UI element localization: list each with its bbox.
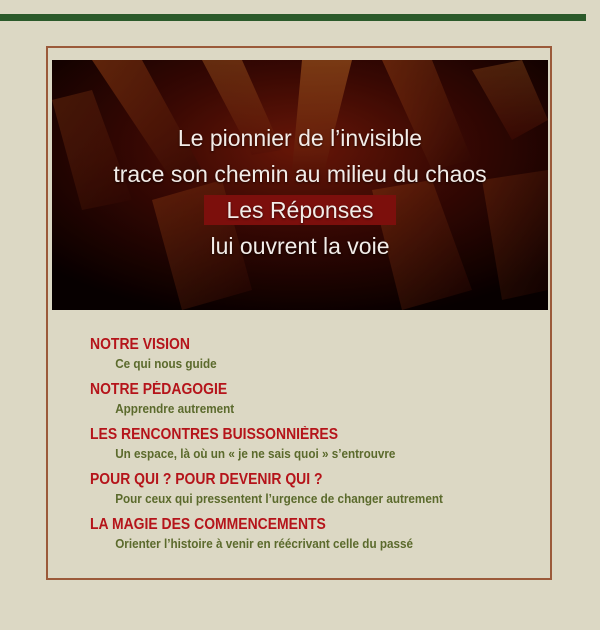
menu-item-title[interactable]: POUR QUI ? POUR DEVENIR QUI ?: [90, 471, 323, 488]
menu-item-subtitle[interactable]: Orienter l’histoire à venir en réécrivant celle du passé: [115, 536, 414, 551]
hero-line-2: trace son chemin au milieu du chaos: [113, 161, 487, 187]
menu-item-title[interactable]: LA MAGIE DES COMMENCEMENTS: [90, 516, 326, 533]
hero-line-4: lui ouvrent la voie: [210, 233, 390, 259]
menu-item-subtitle[interactable]: Un espace, là où un « je ne sais quoi » s’entrouvre: [115, 446, 396, 461]
hero-line-3: [52, 192, 548, 228]
menu-item-subtitle[interactable]: Pour ceux qui pressentent l’urgence de changer autrement: [115, 491, 443, 506]
menu-item-notre-pedagogie[interactable]: [90, 380, 540, 418]
menu-item-rencontres-buissonnieres[interactable]: [90, 425, 540, 463]
top-divider: [0, 14, 586, 21]
menu-item-title[interactable]: NOTRE VISION: [90, 336, 190, 353]
content-panel: [46, 46, 552, 580]
menu-item-subtitle[interactable]: Apprendre autrement: [115, 401, 235, 416]
hero-banner: [52, 60, 548, 310]
menu-item-magie-des-commencements[interactable]: [90, 515, 540, 553]
section-menu: [90, 335, 540, 560]
menu-item-notre-vision[interactable]: [90, 335, 540, 373]
hero-tagline: [52, 120, 548, 264]
hero-line-1: Le pionnier de l’invisible: [177, 125, 423, 151]
menu-item-title[interactable]: LES RENCONTRES BUISSONNIÈRES: [90, 426, 339, 443]
menu-item-subtitle[interactable]: Ce qui nous guide: [115, 356, 217, 371]
menu-item-pour-qui[interactable]: [90, 470, 540, 508]
menu-item-title[interactable]: NOTRE PÉDAGOGIE: [90, 381, 228, 398]
hero-highlight-les-reponses: Les Réponses: [204, 195, 395, 225]
